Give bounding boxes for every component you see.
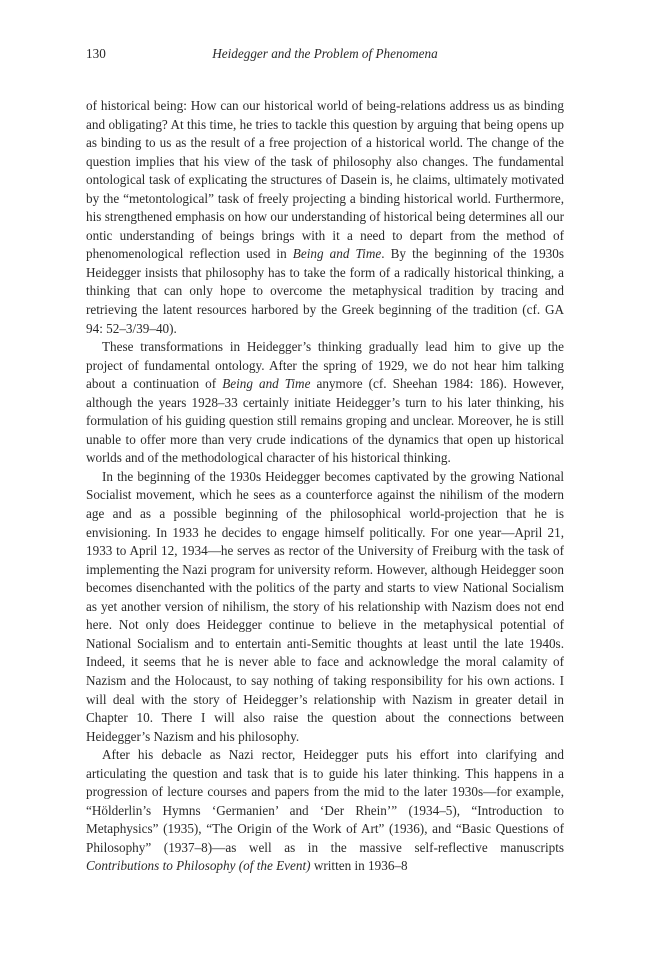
text-run: anymore (cf. Sheehan 1984: 186). However, although the years 1928–33 certainly initiate Heidegger’s turn to his later thinking, his formulation of his guiding question still remains groping and unclear. Moreover, he is still unable to offer more than very crude indications of the dynamics that open up historical worlds and of the methodological character of his historical thinking. (86, 376, 564, 466)
paragraph (86, 97, 564, 338)
body-text (86, 97, 564, 876)
running-title: Heidegger and the Problem of Phenomena (212, 46, 438, 61)
text-run: written in 1936–8 (310, 858, 408, 874)
italic-title: Being and Time (222, 376, 311, 392)
paragraph (86, 338, 564, 468)
text-run: of historical being: How can our historical world of being-relations address us as binding and obligating? At this time, he tries to tackle this question by arguing that being opens up as binding to us as the result of a free projection of a historical world. The change of the question implies that his view of the task of philosophy also changes. The fundamental ontological task of explicating the structures of Dasein is, he claims, ultimately motivated by the “metontological” task of freely projecting a binding historical world. Furthermore, his strengthened emphasis on how our understanding of historical being determines all our ontic understanding of beings brings with it a need to depart from the method of phenomenological reflection used in (86, 98, 564, 262)
paragraph (86, 468, 564, 746)
text-run: After his debacle as Nazi rector, Heidegger puts his effort into clarifying and articulating the question and task that is to guide his later thinking. This happens in a progression of lecture courses and papers from the mid to the later 1930s—for example, “Hölderlin’s Hymns ‘Germanien’ and ‘Der Rhein’” (1934–5), “Introduction to Metaphysics” (1935), “The Origin of the Work of Art” (1936), and “Basic Questions of Philosophy” (1937–8)—as well as in the massive self-reflective manuscripts (86, 747, 564, 855)
italic-title: Being and Time (292, 246, 382, 262)
text-run: . By the beginning of the 1930s Heidegger insists that philosophy has to take the form of a radically historical thinking, a thinking that can only hope to overcome the metaphysical tradition by tracing and retrieving the latent resources harbored by the Greek beginning of the tradition (cf. GA 94: 52–3/39–40). (86, 246, 564, 336)
paragraph (86, 746, 564, 876)
italic-title: Contributions to Philosophy (of the Event) (86, 858, 311, 874)
text-run: In the beginning of the 1930s Heidegger becomes captivated by the growing National Socialist movement, which he sees as a counterforce against the nihilism of the modern age and as a possible beginning of the philosophical world-projection that he is envisioning. In 1933 he decides to engage himself politically. For one year—April 21, 1933 to April 12, 1934—he serves as rector of the University of Freiburg with the task of implementing the Nazi program for university reform. However, although Heidegger soon becomes disenchanted with the politics of the party and starts to view National Socialism as yet another version of nihilism, the story of his relationship with Nazism does not end here. Not only does Heidegger continue to believe in the metaphysical potential of National Socialism and to entertain anti-Semitic thoughts at least until the late 1940s. Indeed, it seems that he is never able to face and acknowledge the moral calamity of Nazism and the Holocaust, to say nothing of taking responsibility for his own actions. I will deal with the story of Heidegger’s relationship with Nazism in greater detail in Chapter 10. There I will also raise the question about the connections between Heidegger’s Nazism and his philosophy. (86, 468, 564, 744)
book-page (86, 44, 564, 876)
text-run: These transformations in Heidegger’s thinking gradually lead him to give up the project of fundamental ontology. After the spring of 1929, we do not hear him talking about a continuation of (86, 339, 564, 392)
running-header (86, 44, 564, 64)
page-number: 130 (86, 46, 106, 61)
